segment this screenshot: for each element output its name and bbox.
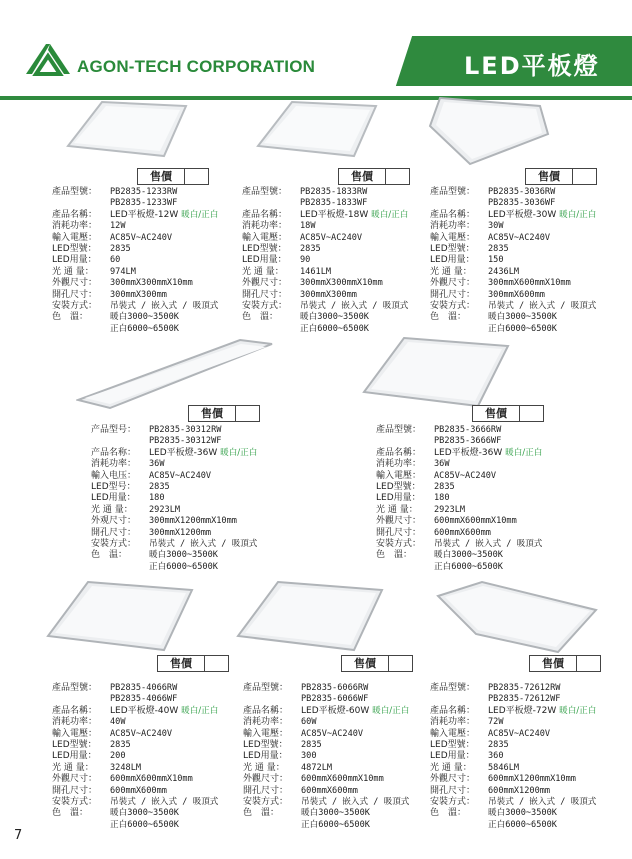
page-header [0, 0, 632, 100]
price-label: 售價 [158, 656, 205, 671]
price-label: 售價 [342, 656, 389, 671]
price-label: 售價 [339, 169, 386, 184]
product-image [428, 96, 556, 166]
page-number: 7 [14, 828, 23, 843]
price-label: 售價 [526, 169, 573, 184]
product-image [236, 580, 386, 652]
price-label: 售價 [473, 406, 520, 421]
company-name: AGON-TECH CORPORATION [77, 57, 316, 76]
price-label: 售價 [138, 169, 185, 184]
product-image [362, 336, 512, 408]
product-image [46, 580, 196, 652]
product-image [250, 100, 390, 160]
company-logo-icon [24, 42, 72, 76]
product-image [432, 580, 600, 654]
price-box [525, 168, 597, 185]
price-label: 售價 [189, 406, 236, 421]
price-box [341, 655, 413, 672]
price-box [529, 655, 601, 672]
product-image [76, 338, 276, 410]
price-box [338, 168, 410, 185]
price-box [188, 405, 260, 422]
title-banner [420, 36, 632, 86]
product-image [60, 100, 200, 160]
price-box [137, 168, 209, 185]
price-label: 售價 [530, 656, 577, 671]
page-title: LED平板燈 [464, 52, 600, 80]
price-box [472, 405, 544, 422]
price-box [157, 655, 229, 672]
